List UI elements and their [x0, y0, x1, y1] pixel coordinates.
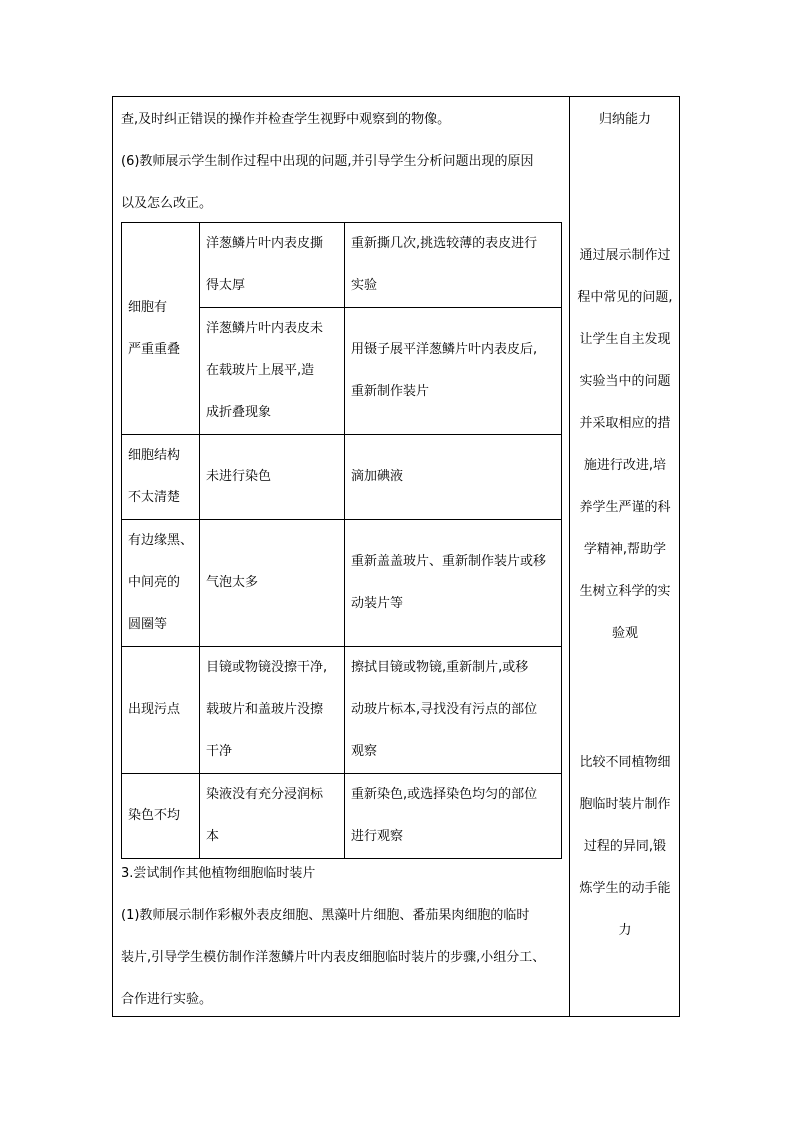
paragraph-guide-students: 装片,引导学生模仿制作洋葱鳞片叶内表皮细胞临时装片的步骤,小组分工、	[121, 950, 546, 965]
table-row	[122, 435, 562, 520]
paragraph-check-operation: 查,及时纠正错误的操作并检查学生视野中观察到的物像。	[121, 112, 451, 127]
problem-cell: 染色不均	[122, 774, 200, 859]
fix-cell: 重新染色,或选择染色均匀的部位 进行观察	[345, 774, 562, 859]
ability-summary-label: 归纳能力	[598, 112, 651, 127]
paragraph-how-to-correct: 以及怎么改正。	[121, 196, 213, 211]
table-row	[122, 774, 562, 859]
problem-cell: 细胞有 严重重叠	[122, 223, 200, 435]
fix-cell: 滴加碘液	[345, 435, 562, 520]
table-row	[122, 223, 562, 308]
cause-cell: 气泡太多	[200, 520, 345, 647]
table-row	[122, 520, 562, 647]
cause-cell: 目镜或物镜没擦干净, 载玻片和盖玻片没擦 干净	[200, 647, 345, 774]
problem-analysis-table	[121, 222, 562, 859]
cause-cell: 洋葱鳞片叶内表皮撕 得太厚	[200, 223, 345, 308]
cause-cell: 染液没有充分浸润标 本	[200, 774, 345, 859]
lesson-plan-table	[112, 96, 680, 1017]
paragraph-show-problems: (6)教师展示学生制作过程中出现的问题,并引导学生分析问题出现的原因	[121, 154, 534, 169]
fix-cell: 擦拭目镜或物镜,重新制片,或移 动玻片标本,寻找没有污点的部位 观察	[345, 647, 562, 774]
paragraph-group-work: 合作进行实验。	[121, 992, 213, 1007]
problem-cell: 出现污点	[122, 647, 200, 774]
column-divider	[569, 97, 570, 1016]
paragraph-show-slides: (1)教师展示制作彩椒外表皮细胞、黑藻叶片细胞、番茄果肉细胞的临时	[121, 908, 530, 923]
problem-cell: 细胞结构 不太清楚	[122, 435, 200, 520]
design-intent-problems: 通过展示制作过 程中常见的问题, 让学生自主发现 实验当中的问题 并采取相应的措 施进行改进,培 养学生严谨的科 学精神,帮助学 生树立科学的实 验观	[577, 248, 673, 641]
design-intent-compare: 比较不同植物细 胞临时装片制作 过程的异同,锻 炼学生的动手能 力	[579, 755, 671, 938]
table-row	[122, 647, 562, 774]
fix-cell: 重新撕几次,挑选较薄的表皮进行 实验	[345, 223, 562, 308]
problem-cell: 有边缘黑、 中间亮的 圆圈等	[122, 520, 200, 647]
cause-cell: 未进行染色	[200, 435, 345, 520]
cause-cell: 洋葱鳞片叶内表皮未 在载玻片上展平,造 成折叠现象	[200, 308, 345, 435]
fix-cell: 重新盖盖玻片、重新制作装片或移 动装片等	[345, 520, 562, 647]
section-heading-other-slides: 3.尝试制作其他植物细胞临时装片	[121, 866, 316, 881]
fix-cell: 用镊子展平洋葱鳞片叶内表皮后, 重新制作装片	[345, 308, 562, 435]
